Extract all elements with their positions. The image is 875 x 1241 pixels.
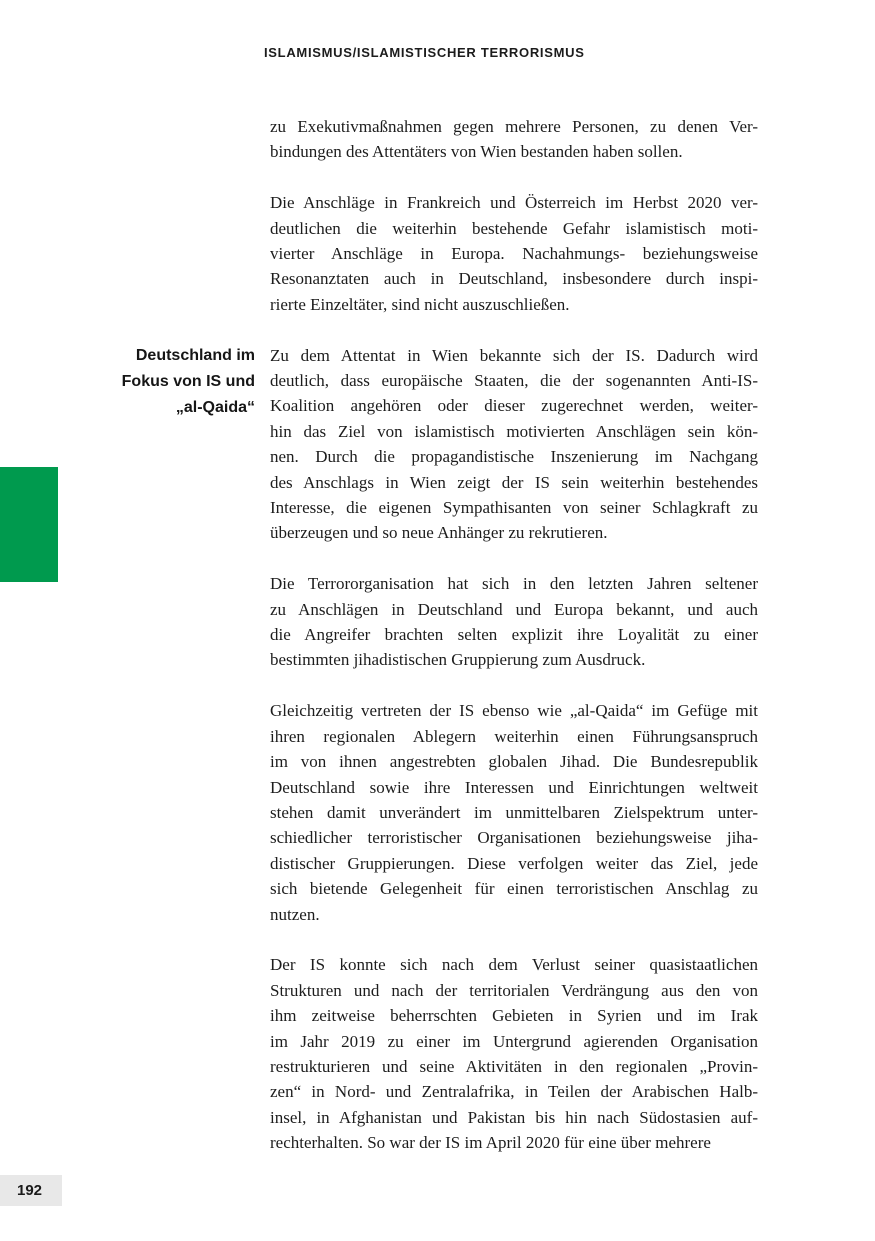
text-line: nen. Durch die propagandistische Inszenierung im Nachgang — [270, 447, 758, 467]
text-line: stehen damit unverändert im unmittelbaren Zielspektrum unter- — [270, 802, 758, 822]
text-line: Der IS konnte sich nach dem Verlust seiner quasistaatlichen — [270, 955, 758, 975]
text-line: nutzen. — [270, 904, 320, 924]
text-line: Die Terrororganisation hat sich in den letzten Jahren seltener — [270, 574, 758, 594]
text-line: des Anschlags in Wien zeigt der IS sein weiterhin bestehendes — [270, 472, 758, 492]
text-line: bestimmten jihadistischen Gruppierung zum Ausdruck. — [270, 650, 646, 670]
page-number-box — [0, 1175, 62, 1206]
text-line: deutlichen die weiterhin bestehende Gefahr islamistisch moti- — [270, 218, 758, 238]
text-line: zu Exekutivmaßnahmen gegen mehrere Personen, zu denen Ver- — [270, 117, 758, 136]
text-line: zu Anschlägen in Deutschland und Europa bekannt, und auch — [270, 599, 758, 619]
text-line: Strukturen und nach der territorialen Verdrängung aus den von — [270, 980, 758, 1000]
text-line: im Jahr 2019 zu einer im Untergrund agierenden Organisation — [270, 1031, 758, 1051]
text-line: vierter Anschläge in Europa. Nachahmungs- beziehungsweise — [270, 244, 758, 264]
text-line: Resonanztaten auch in Deutschland, insbesondere durch inspi- — [270, 269, 758, 289]
text-line: Die Anschläge in Frankreich und Österreich im Herbst 2020 ver- — [270, 193, 758, 213]
paragraph — [270, 190, 758, 317]
text-column — [121, 114, 758, 1156]
text-line: Gleichzeitig vertreten der IS ebenso wie „al-Qaida“ im Gefüge mit — [270, 701, 758, 721]
text-line: im von ihnen angestrebten globalen Jihad. Die Bundesrepublik — [270, 752, 758, 772]
margin-note-line: „al-Qaida“ — [175, 398, 255, 416]
text-line: Zu dem Attentat in Wien bekannte sich der IS. Dadurch wird — [270, 345, 758, 365]
paragraph — [270, 571, 758, 673]
paragraph — [121, 343, 758, 546]
text-line: rechterhalten. So war der IS im April 2020 für eine über mehrere — [270, 1133, 711, 1153]
margin-note-line: Deutschland im — [135, 346, 255, 364]
text-line: zen“ in Nord- und Zentralafrika, in Teilen der Arabischen Halb- — [270, 1082, 758, 1102]
margin-note — [15, 343, 255, 421]
page-number: 192 — [17, 1182, 43, 1199]
text-line: deutlich, dass europäische Staaten, die der sogenannten Anti-IS- — [270, 371, 758, 391]
paragraph — [270, 114, 758, 165]
text-line: ihm zeitweise beherrschten Gebieten in Syrien und im Irak — [270, 1006, 758, 1026]
text-line: hin das Ziel von islamistisch motivierten Anschlägen sein kön- — [270, 421, 758, 441]
paragraph — [270, 698, 758, 927]
text-line: bindungen des Attentäters von Wien bestanden haben sollen. — [270, 142, 683, 162]
text-line: ihren regionalen Ablegern weiterhin einen Führungsanspruch — [270, 726, 758, 746]
chapter-tab-marker — [0, 467, 58, 582]
text-line: sich bietende Gelegenheit für einen terroristischen Anschlag zu — [270, 879, 758, 899]
text-line: Interesse, die eigenen Sympathisanten von seiner Schlagkraft zu — [270, 498, 758, 518]
text-line: Koalition angehören oder dieser zugerechnet werden, weiter- — [270, 396, 758, 416]
text-line: insel, in Afghanistan und Pakistan bis hin nach Südostasien auf- — [270, 1107, 758, 1127]
text-line: restrukturieren und seine Aktivitäten in den regionalen „Provin- — [270, 1056, 758, 1076]
text-line: die Angreifer brachten selten explizit ihre Loyalität zu einer — [270, 625, 758, 645]
text-line: überzeugen und so neue Anhänger zu rekrutieren. — [270, 523, 608, 543]
running-header: ISLAMISMUS/ISLAMISTISCHER TERRORISMUS — [264, 45, 585, 60]
paragraph — [270, 952, 758, 1155]
margin-note-line: Fokus von IS und — [121, 372, 255, 390]
text-line: schiedlicher terroristischer Organisationen beziehungsweise jiha- — [270, 828, 758, 848]
text-line: Deutschland sowie ihre Interessen und Einrichtungen weltweit — [270, 777, 758, 797]
text-line: rierte Einzeltäter, sind nicht auszuschließen. — [270, 294, 570, 314]
text-line: distischer Gruppierungen. Diese verfolgen weiter das Ziel, jede — [270, 853, 758, 873]
